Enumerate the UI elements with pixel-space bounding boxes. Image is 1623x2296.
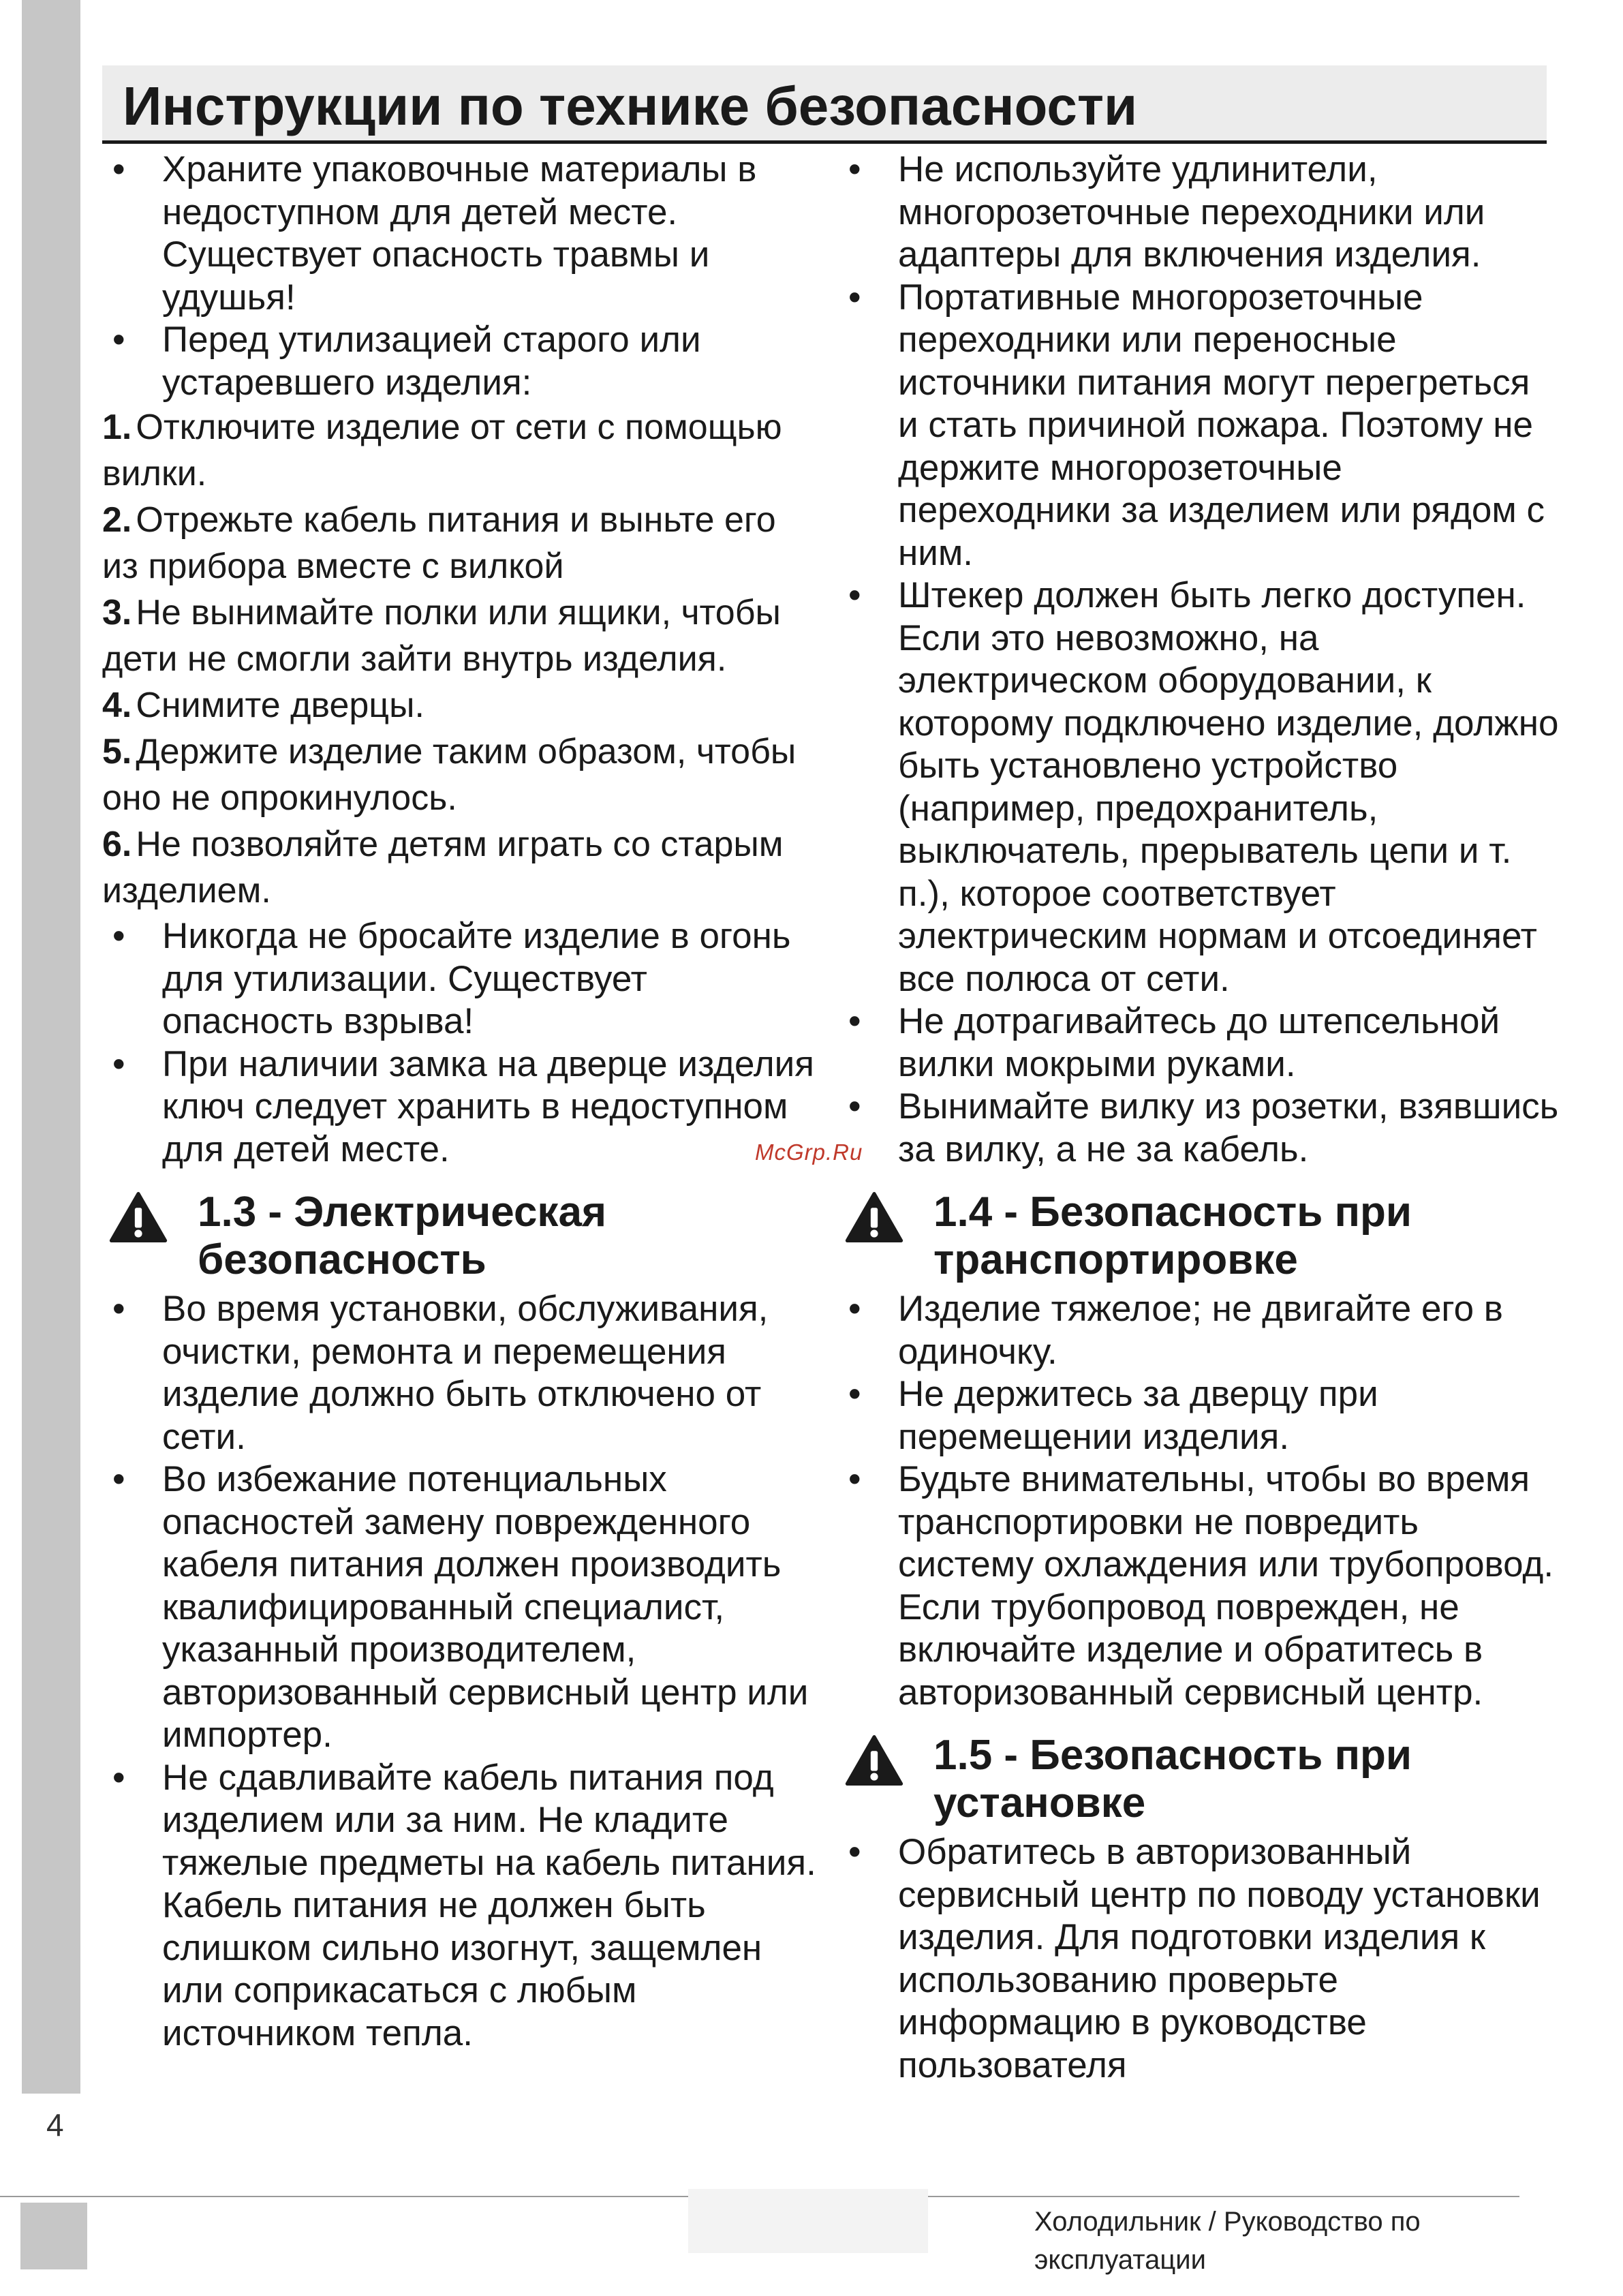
section-transport-safety bbox=[838, 1189, 1559, 1284]
warning-icon bbox=[845, 1191, 903, 1243]
section-14-bullets bbox=[838, 1288, 1559, 1714]
list-item: • При наличии замка на дверце изделия ключ следует хранить в недоступном для детей месте. bbox=[102, 1043, 818, 1172]
list-item: • Храните упаковочные материалы в недоступном для детей месте. Существует опасность травмы и удушья! bbox=[102, 149, 818, 319]
section-title: 1.4 - Безопасность при транспортировке bbox=[933, 1189, 1412, 1283]
list-item: • Во избежание потенциальных опасностей замену поврежденного кабеля питания должен производить квалифицированный специалист, указанный производителем, авторизованный сервисный центр или импортер. bbox=[102, 1458, 818, 1757]
step-number: 1. bbox=[102, 408, 132, 447]
list-item: • Вынимайте вилку из розетки, взявшись за вилку, а не за кабель. bbox=[838, 1086, 1559, 1171]
left-bullets-top bbox=[102, 149, 818, 404]
step-text: Держите изделие таким образом, чтобы оно не опрокинулось. bbox=[102, 732, 797, 818]
section-title: 1.3 - Электрическая безопасность bbox=[198, 1189, 607, 1283]
list-item: • Во время установки, обслуживания, очистки, ремонта и перемещения изделие должно быть отключено от сети. bbox=[102, 1288, 818, 1458]
warning-icon bbox=[109, 1191, 168, 1243]
right-column bbox=[838, 149, 1559, 2087]
watermark: McGrp.Ru bbox=[755, 1139, 863, 1165]
list-item: • Изделие тяжелое; не двигайте его в одиночку. bbox=[838, 1288, 1559, 1373]
side-bar bbox=[22, 0, 80, 2094]
section-15-bullets bbox=[838, 1831, 1559, 2087]
step-number: 5. bbox=[102, 732, 132, 771]
step-text: Снимите дверцы. bbox=[136, 686, 424, 725]
disposal-steps bbox=[102, 404, 818, 914]
list-item: • Портативные многорозеточные переходники или переносные источники питания могут перегреться и стать причиной пожара. Поэтому не держите многорозеточные переходники за изделием или рядом с ним. bbox=[838, 277, 1559, 575]
step-number: 2. bbox=[102, 500, 132, 540]
page-number: 4 bbox=[46, 2107, 64, 2143]
list-item: • Не сдавливайте кабель питания под изделием или за ним. Не кладите тяжелые предметы на кабель питания. Кабель питания не должен быть слишком сильно изогнут, защемлен или соприкасаться с любым источником тепла. bbox=[102, 1757, 818, 2055]
step-item bbox=[102, 729, 818, 821]
section-title: 1.5 - Безопасность при установке bbox=[933, 1732, 1412, 1826]
step-text: Отключите изделие от сети с помощью вилки. bbox=[102, 408, 782, 493]
step-text: Не вынимайте полки или ящики, чтобы дети не смогли зайти внутрь изделия. bbox=[102, 593, 781, 679]
step-item bbox=[102, 682, 818, 729]
step-number: 4. bbox=[102, 686, 132, 725]
step-item bbox=[102, 821, 818, 914]
section-13-bullets bbox=[102, 1288, 818, 2055]
section-electrical-safety bbox=[102, 1189, 818, 1284]
footer-caption: Холодильник / Руководство по эксплуатации bbox=[1034, 2207, 1421, 2275]
warning-icon bbox=[845, 1734, 903, 1786]
left-column bbox=[102, 149, 818, 2055]
step-text: Отрежьте кабель питания и выньте его из прибора вместе с вилкой bbox=[102, 500, 776, 586]
right-bullets-top bbox=[838, 149, 1559, 1171]
step-number: 6. bbox=[102, 825, 132, 864]
step-item bbox=[102, 497, 818, 590]
list-item: • Перед утилизацией старого или устаревшего изделия: bbox=[102, 319, 818, 404]
list-item: • Обратитесь в авторизованный сервисный центр по поводу установки изделия. Для подготовки изделия к использованию проверьте информацию в руководстве пользователя bbox=[838, 1831, 1559, 2087]
page-title: Инструкции по технике безопасности bbox=[123, 76, 1138, 136]
list-item: • Не используйте удлинители, многорозеточные переходники или адаптеры для включения изделия. bbox=[838, 149, 1559, 277]
left-bullets-after bbox=[102, 915, 818, 1171]
list-item: • Не держитесь за дверцу при перемещении изделия. bbox=[838, 1373, 1559, 1458]
title-band bbox=[102, 65, 1547, 144]
list-item: • Будьте внимательны, чтобы во время транспортировки не повредить систему охлаждения или трубопровод. Если трубопровод поврежден, не включайте изделие и обратитесь в авторизованный сервисный центр. bbox=[838, 1458, 1559, 1714]
footer-center-box bbox=[688, 2189, 928, 2253]
section-installation-safety bbox=[838, 1732, 1559, 1827]
step-item bbox=[102, 404, 818, 497]
step-number: 3. bbox=[102, 593, 132, 632]
footer-gray-box bbox=[20, 2203, 87, 2269]
step-text: Не позволяйте детям играть со старым изделием. bbox=[102, 825, 784, 910]
list-item: • Никогда не бросайте изделие в огонь для утилизации. Существует опасность взрыва! bbox=[102, 915, 818, 1043]
list-item: • Штекер должен быть легко доступен. Если это невозможно, на электрическом оборудовании, к которому подключено изделие, должно быть установлено устройство (например, предохранитель, выключатель, прерыватель цепи и т. п.), которое соответствует электрическим нормам и отсоединяет все полюса от сети. bbox=[838, 575, 1559, 1000]
step-item bbox=[102, 590, 818, 682]
list-item: • Не дотрагивайтесь до штепсельной вилки мокрыми руками. bbox=[838, 1000, 1559, 1086]
